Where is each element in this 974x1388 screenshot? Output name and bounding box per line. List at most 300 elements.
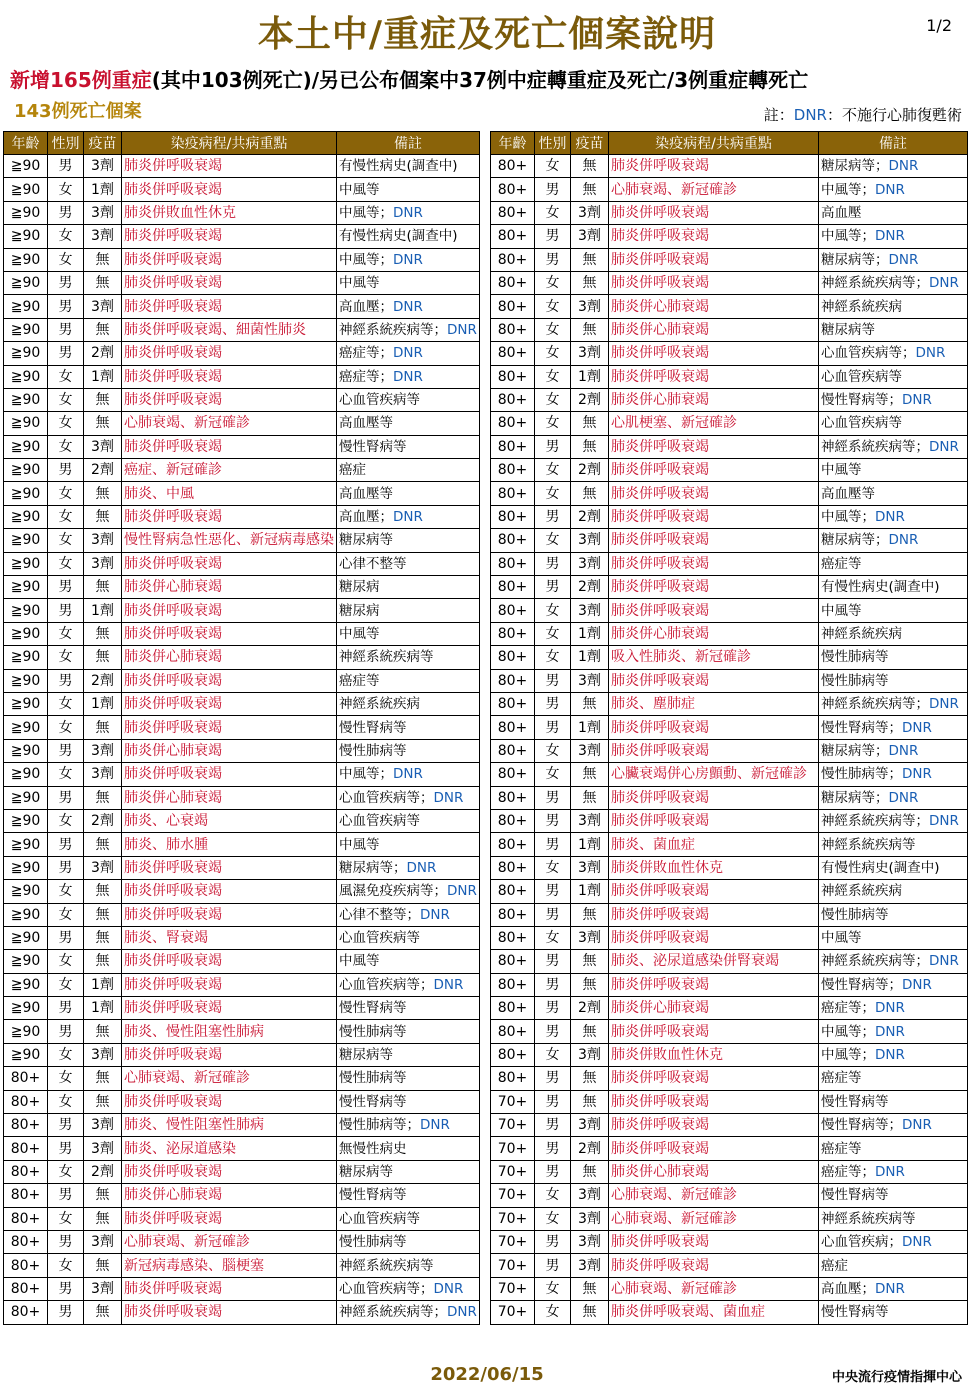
table-row — [491, 950, 968, 973]
vaccine-cell: 3劑 — [571, 529, 609, 552]
vaccine-cell: 2劑 — [571, 459, 609, 482]
table-row — [4, 833, 480, 856]
table-row — [4, 295, 480, 318]
course-cell: 癌症、新冠確診 — [122, 459, 337, 482]
age-cell: 80+ — [4, 1207, 48, 1230]
table-row — [491, 716, 968, 739]
remarks-cell: 有慢性病史(調查中) — [819, 576, 968, 599]
table-row — [4, 809, 480, 832]
remarks-cell — [819, 809, 968, 832]
table-row — [491, 388, 968, 411]
sex-cell: 男 — [535, 1067, 571, 1090]
course-cell: 肺炎、慢性阻塞性肺病 — [122, 1114, 337, 1137]
table-row — [4, 903, 480, 926]
sex-cell: 女 — [48, 903, 84, 926]
table-row — [491, 365, 968, 388]
course-cell: 肺炎併心肺衰竭 — [122, 739, 337, 762]
sex-cell: 女 — [535, 459, 571, 482]
table-row — [4, 599, 480, 622]
remarks-cell: 慢性肺病等 — [337, 1230, 480, 1253]
table-row — [4, 155, 480, 178]
sex-cell: 女 — [535, 1277, 571, 1300]
course-cell: 肺炎併呼吸衰竭 — [609, 599, 819, 622]
table-row — [491, 809, 968, 832]
sex-cell: 女 — [535, 412, 571, 435]
age-cell: ≧90 — [4, 880, 48, 903]
age-cell: 80+ — [491, 248, 535, 271]
course-cell: 肺炎併呼吸衰竭 — [122, 997, 337, 1020]
remark-text: 慢性腎病等； — [821, 392, 902, 409]
sex-cell: 女 — [535, 1301, 571, 1324]
remarks-cell: 慢性腎病等 — [337, 435, 480, 458]
age-cell: 80+ — [491, 903, 535, 926]
remark-text: 慢性肺病等； — [821, 766, 902, 783]
age-cell: ≧90 — [4, 856, 48, 879]
remarks-cell — [819, 739, 968, 762]
remarks-cell — [819, 529, 968, 552]
course-cell: 肺炎併呼吸衰竭 — [122, 295, 337, 318]
remark-text: 神經系統疾病等； — [821, 953, 929, 970]
vaccine-cell: 無 — [84, 318, 122, 341]
remarks-cell — [337, 318, 480, 341]
age-cell: ≧90 — [4, 552, 48, 575]
remarks-cell: 慢性肺病等 — [819, 669, 968, 692]
course-cell: 肺炎、塵肺症 — [609, 692, 819, 715]
age-cell: 80+ — [4, 1230, 48, 1253]
age-cell: ≧90 — [4, 646, 48, 669]
course-cell: 肺炎、慢性阻塞性肺病 — [122, 1020, 337, 1043]
vaccine-cell: 1劑 — [84, 997, 122, 1020]
vaccine-cell: 無 — [571, 1090, 609, 1113]
vaccine-cell: 3劑 — [84, 552, 122, 575]
course-cell: 肺炎併敗血性休克 — [609, 1043, 819, 1066]
header-sex: 性別 — [48, 132, 84, 155]
organization: 中央流行疫情指揮中心 — [831, 1370, 962, 1385]
remark-text: 神經系統疾病等； — [821, 696, 929, 713]
course-cell: 肺炎併呼吸衰竭 — [122, 880, 337, 903]
course-cell: 肺炎併呼吸衰竭 — [122, 1277, 337, 1300]
course-cell: 肺炎併呼吸衰竭 — [609, 786, 819, 809]
age-cell: ≧90 — [4, 178, 48, 201]
course-cell: 肺炎併呼吸衰竭 — [122, 552, 337, 575]
sex-cell: 女 — [535, 365, 571, 388]
remark-text: 慢性腎病等； — [821, 719, 902, 736]
remarks-cell — [819, 763, 968, 786]
subtitle — [10, 64, 808, 93]
vaccine-cell: 3劑 — [84, 856, 122, 879]
table-row — [4, 926, 480, 949]
dnr-tag: DNR — [420, 906, 450, 923]
sex-cell: 男 — [48, 1137, 84, 1160]
table-row — [491, 1114, 968, 1137]
sex-cell: 男 — [535, 1114, 571, 1137]
table-row — [4, 365, 480, 388]
sex-cell: 男 — [48, 997, 84, 1020]
table-row — [491, 225, 968, 248]
course-cell: 肺炎併呼吸衰竭 — [122, 388, 337, 411]
remarks-cell — [819, 248, 968, 271]
table-row — [491, 763, 968, 786]
table-row — [4, 459, 480, 482]
sex-cell: 女 — [535, 856, 571, 879]
course-cell: 肺炎併呼吸衰竭 — [122, 903, 337, 926]
sex-cell: 女 — [48, 646, 84, 669]
dnr-tag: DNR — [888, 158, 919, 175]
table-row — [4, 552, 480, 575]
age-cell: 80+ — [491, 412, 535, 435]
dnr-tag: DNR — [888, 251, 919, 268]
note-dnr: DNR — [793, 106, 827, 124]
remarks-cell: 心血管疾病等 — [337, 926, 480, 949]
table-row — [491, 1090, 968, 1113]
remark-text: 中風等； — [821, 509, 875, 526]
remarks-cell: 中風等 — [337, 271, 480, 294]
table-row — [491, 318, 968, 341]
remarks-cell — [337, 880, 480, 903]
sex-cell: 男 — [535, 248, 571, 271]
age-cell: 80+ — [491, 576, 535, 599]
remarks-cell: 糖尿病 — [337, 576, 480, 599]
remarks-cell: 高血壓等 — [337, 482, 480, 505]
vaccine-cell: 無 — [84, 1020, 122, 1043]
header-age: 年齡 — [491, 132, 535, 155]
sex-cell: 男 — [48, 576, 84, 599]
remarks-cell: 神經系統疾病等 — [819, 1207, 968, 1230]
report-date: 2022/06/15 — [430, 1364, 544, 1385]
remarks-cell: 中風等 — [337, 950, 480, 973]
course-cell: 肺炎併呼吸衰竭 — [122, 342, 337, 365]
sex-cell: 男 — [535, 505, 571, 528]
course-cell: 肺炎併呼吸衰竭 — [609, 365, 819, 388]
remarks-cell: 慢性腎病等 — [819, 1184, 968, 1207]
table-row — [4, 271, 480, 294]
remarks-cell: 中風等 — [819, 459, 968, 482]
vaccine-cell: 無 — [571, 412, 609, 435]
remark-text: 高血壓； — [339, 509, 393, 526]
sex-cell: 男 — [535, 997, 571, 1020]
sex-cell: 男 — [535, 809, 571, 832]
table-row — [4, 997, 480, 1020]
course-cell: 心肺衰竭、新冠確診 — [609, 1207, 819, 1230]
age-cell: ≧90 — [4, 155, 48, 178]
remarks-cell: 中風等 — [337, 178, 480, 201]
table-body-right — [491, 155, 968, 1325]
dnr-tag: DNR — [393, 345, 423, 362]
remarks-cell: 慢性腎病等 — [819, 1090, 968, 1113]
age-cell: ≧90 — [4, 459, 48, 482]
table-row — [491, 155, 968, 178]
table-row — [491, 903, 968, 926]
dnr-note — [764, 104, 962, 125]
sex-cell: 男 — [48, 271, 84, 294]
vaccine-cell: 無 — [571, 763, 609, 786]
course-cell: 肺炎併呼吸衰竭 — [122, 622, 337, 645]
vaccine-cell: 1劑 — [84, 365, 122, 388]
table-row — [4, 669, 480, 692]
remarks-cell: 神經系統疾病等 — [337, 1254, 480, 1277]
age-cell: 70+ — [491, 1277, 535, 1300]
remarks-cell — [819, 1230, 968, 1253]
vaccine-cell: 無 — [84, 646, 122, 669]
remarks-cell: 心血管疾病等 — [819, 412, 968, 435]
sex-cell: 男 — [48, 1230, 84, 1253]
table-row — [491, 576, 968, 599]
dnr-tag: DNR — [875, 1023, 905, 1040]
remark-text: 糖尿病等； — [821, 789, 889, 806]
age-cell: ≧90 — [4, 786, 48, 809]
remarks-cell: 癌症等 — [337, 669, 480, 692]
dnr-tag: DNR — [875, 181, 905, 198]
table-row — [4, 716, 480, 739]
vaccine-cell: 3劑 — [84, 225, 122, 248]
course-cell: 肺炎併呼吸衰竭 — [609, 1090, 819, 1113]
sex-cell: 男 — [535, 1254, 571, 1277]
age-cell: ≧90 — [4, 365, 48, 388]
age-cell: ≧90 — [4, 599, 48, 622]
sex-cell: 女 — [48, 505, 84, 528]
remarks-cell: 慢性肺病等 — [337, 739, 480, 762]
remark-text: 神經系統疾病等； — [821, 438, 929, 455]
course-cell: 心肺衰竭、新冠確診 — [609, 1277, 819, 1300]
age-cell: 80+ — [491, 856, 535, 879]
vaccine-cell: 無 — [571, 155, 609, 178]
sex-cell: 男 — [48, 201, 84, 224]
age-cell: 70+ — [491, 1254, 535, 1277]
vaccine-cell: 無 — [571, 903, 609, 926]
course-cell: 肺炎併呼吸衰竭 — [609, 809, 819, 832]
vaccine-cell: 無 — [571, 435, 609, 458]
vaccine-cell: 無 — [571, 1067, 609, 1090]
course-cell: 肺炎併呼吸衰竭 — [609, 926, 819, 949]
table-row — [4, 763, 480, 786]
course-cell: 肺炎併呼吸衰竭 — [122, 1301, 337, 1324]
dnr-tag: DNR — [406, 859, 437, 876]
sex-cell: 女 — [48, 1067, 84, 1090]
course-cell: 肺炎併呼吸衰竭、菌血症 — [609, 1301, 819, 1324]
remarks-cell: 癌症 — [819, 1254, 968, 1277]
header-vaccine: 疫苗 — [571, 132, 609, 155]
course-cell: 肺炎併呼吸衰竭 — [122, 1090, 337, 1113]
dnr-tag: DNR — [875, 228, 905, 245]
vaccine-cell: 3劑 — [571, 1207, 609, 1230]
table-row — [491, 833, 968, 856]
course-cell: 肺炎併呼吸衰竭 — [122, 225, 337, 248]
course-cell: 肺炎、泌尿道感染 — [122, 1137, 337, 1160]
table-row — [491, 646, 968, 669]
age-cell: 80+ — [4, 1160, 48, 1183]
vaccine-cell: 3劑 — [84, 763, 122, 786]
vaccine-cell: 1劑 — [84, 973, 122, 996]
remarks-cell: 慢性肺病等 — [819, 903, 968, 926]
dnr-tag: DNR — [447, 321, 477, 338]
remark-text: 中風等； — [821, 181, 875, 198]
age-cell: ≧90 — [4, 295, 48, 318]
sex-cell: 女 — [48, 973, 84, 996]
remark-text: 心血管疾病等； — [339, 1280, 434, 1297]
remark-text: 癌症等； — [821, 1163, 875, 1180]
vaccine-cell: 1劑 — [571, 716, 609, 739]
age-cell: ≧90 — [4, 950, 48, 973]
vaccine-cell: 2劑 — [84, 459, 122, 482]
remarks-cell: 心律不整等 — [337, 552, 480, 575]
sex-cell: 女 — [48, 225, 84, 248]
remarks-cell: 神經系統疾病 — [819, 880, 968, 903]
vaccine-cell: 3劑 — [571, 1254, 609, 1277]
vaccine-cell: 2劑 — [571, 997, 609, 1020]
course-cell: 肺炎併呼吸衰竭 — [122, 669, 337, 692]
remark-text: 中風等； — [821, 1023, 875, 1040]
table-body-left — [4, 155, 480, 1325]
vaccine-cell: 無 — [84, 1207, 122, 1230]
header-course: 染疫病程/共病重點 — [609, 132, 819, 155]
course-cell: 肺炎併呼吸衰竭 — [122, 1160, 337, 1183]
sex-cell: 女 — [48, 1160, 84, 1183]
table-row — [4, 1277, 480, 1300]
vaccine-cell: 無 — [84, 1067, 122, 1090]
age-cell: 80+ — [491, 786, 535, 809]
age-cell: ≧90 — [4, 482, 48, 505]
remark-text: 慢性腎病等； — [821, 1117, 902, 1134]
remarks-cell: 中風等 — [819, 599, 968, 622]
table-row — [4, 880, 480, 903]
age-cell: 70+ — [491, 1137, 535, 1160]
remark-text: 糖尿病等； — [821, 251, 889, 268]
table-row — [4, 1230, 480, 1253]
age-cell: 80+ — [491, 926, 535, 949]
vaccine-cell: 無 — [84, 716, 122, 739]
course-cell: 肺炎併呼吸衰竭 — [609, 1114, 819, 1137]
age-cell: 80+ — [491, 552, 535, 575]
table-row — [491, 880, 968, 903]
table-row — [491, 599, 968, 622]
vaccine-cell: 無 — [84, 1090, 122, 1113]
sex-cell: 女 — [48, 482, 84, 505]
remark-text: 中風等； — [821, 228, 875, 245]
sex-cell: 女 — [48, 365, 84, 388]
vaccine-cell: 無 — [571, 248, 609, 271]
course-cell: 肺炎併呼吸衰竭 — [609, 552, 819, 575]
vaccine-cell: 無 — [571, 1160, 609, 1183]
dnr-tag: DNR — [929, 696, 959, 713]
sex-cell: 男 — [535, 903, 571, 926]
sex-cell: 女 — [48, 248, 84, 271]
course-cell: 肺炎併呼吸衰竭 — [609, 669, 819, 692]
sex-cell: 女 — [535, 622, 571, 645]
sex-cell: 女 — [535, 482, 571, 505]
sex-cell: 女 — [48, 435, 84, 458]
course-cell: 肺炎併呼吸衰竭 — [609, 1020, 819, 1043]
vaccine-cell: 2劑 — [84, 1160, 122, 1183]
vaccine-cell: 無 — [84, 926, 122, 949]
remarks-cell — [819, 155, 968, 178]
age-cell: 70+ — [491, 1160, 535, 1183]
vaccine-cell: 無 — [84, 786, 122, 809]
remarks-cell — [819, 435, 968, 458]
vaccine-cell: 無 — [84, 880, 122, 903]
sex-cell: 男 — [48, 786, 84, 809]
remark-text: 高血壓； — [821, 1280, 875, 1297]
remark-text: 糖尿病等； — [339, 859, 407, 876]
vaccine-cell: 3劑 — [571, 599, 609, 622]
header-age: 年齡 — [4, 132, 48, 155]
course-cell: 心肺衰竭、新冠確診 — [609, 178, 819, 201]
remarks-cell: 高血壓 — [819, 201, 968, 224]
dnr-tag: DNR — [433, 789, 464, 806]
remarks-cell: 糖尿病等 — [819, 318, 968, 341]
age-cell: 80+ — [491, 669, 535, 692]
course-cell: 肺炎併呼吸衰竭 — [122, 155, 337, 178]
vaccine-cell: 無 — [84, 950, 122, 973]
remarks-cell: 神經系統疾病 — [819, 622, 968, 645]
table-row — [491, 926, 968, 949]
table-row — [4, 950, 480, 973]
dnr-tag: DNR — [929, 813, 959, 830]
remarks-cell — [337, 786, 480, 809]
remark-text: 心血管疾病； — [821, 1234, 902, 1251]
table-row — [491, 1230, 968, 1253]
age-cell: ≧90 — [4, 1043, 48, 1066]
remarks-cell — [337, 973, 480, 996]
vaccine-cell: 3劑 — [84, 1043, 122, 1066]
course-cell: 肺炎併心肺衰竭 — [609, 295, 819, 318]
age-cell: ≧90 — [4, 225, 48, 248]
table-row — [4, 856, 480, 879]
sex-cell: 女 — [48, 1090, 84, 1113]
table-row — [4, 529, 480, 552]
sex-cell: 男 — [535, 692, 571, 715]
course-cell: 心肺衰竭、新冠確診 — [122, 1067, 337, 1090]
age-cell: 80+ — [491, 973, 535, 996]
remark-text: 風濕免疫疾病等； — [339, 883, 447, 900]
age-cell: ≧90 — [4, 692, 48, 715]
table-row — [4, 1137, 480, 1160]
remarks-cell: 心血管疾病等 — [337, 809, 480, 832]
note-suffix: ：不施行心肺復甦術 — [826, 106, 962, 124]
remarks-cell: 心血管疾病等 — [337, 388, 480, 411]
course-cell: 肺炎併呼吸衰竭 — [122, 692, 337, 715]
vaccine-cell: 無 — [84, 903, 122, 926]
age-cell: ≧90 — [4, 318, 48, 341]
age-cell: ≧90 — [4, 716, 48, 739]
table-row — [491, 622, 968, 645]
vaccine-cell: 無 — [571, 318, 609, 341]
course-cell: 肺炎、泌尿道感染併腎衰竭 — [609, 950, 819, 973]
age-cell: ≧90 — [4, 505, 48, 528]
table-row — [491, 295, 968, 318]
remark-text: 癌症等； — [339, 345, 393, 362]
course-cell: 肺炎併呼吸衰竭 — [609, 225, 819, 248]
vaccine-cell: 2劑 — [84, 342, 122, 365]
table-row — [4, 318, 480, 341]
course-cell: 肺炎併呼吸衰竭 — [122, 435, 337, 458]
table-row — [4, 622, 480, 645]
dnr-tag: DNR — [875, 1047, 905, 1064]
age-cell: 80+ — [491, 809, 535, 832]
sex-cell: 女 — [48, 412, 84, 435]
remarks-cell — [337, 295, 480, 318]
age-cell: 70+ — [491, 1184, 535, 1207]
remark-text: 慢性肺病等； — [339, 1117, 420, 1134]
age-cell: 80+ — [491, 459, 535, 482]
age-cell: ≧90 — [4, 1020, 48, 1043]
sex-cell: 女 — [48, 1254, 84, 1277]
vaccine-cell: 3劑 — [571, 342, 609, 365]
vaccine-cell: 無 — [571, 973, 609, 996]
age-cell: ≧90 — [4, 739, 48, 762]
dnr-tag: DNR — [393, 204, 423, 221]
sex-cell: 男 — [48, 1114, 84, 1137]
age-cell: 70+ — [491, 1090, 535, 1113]
